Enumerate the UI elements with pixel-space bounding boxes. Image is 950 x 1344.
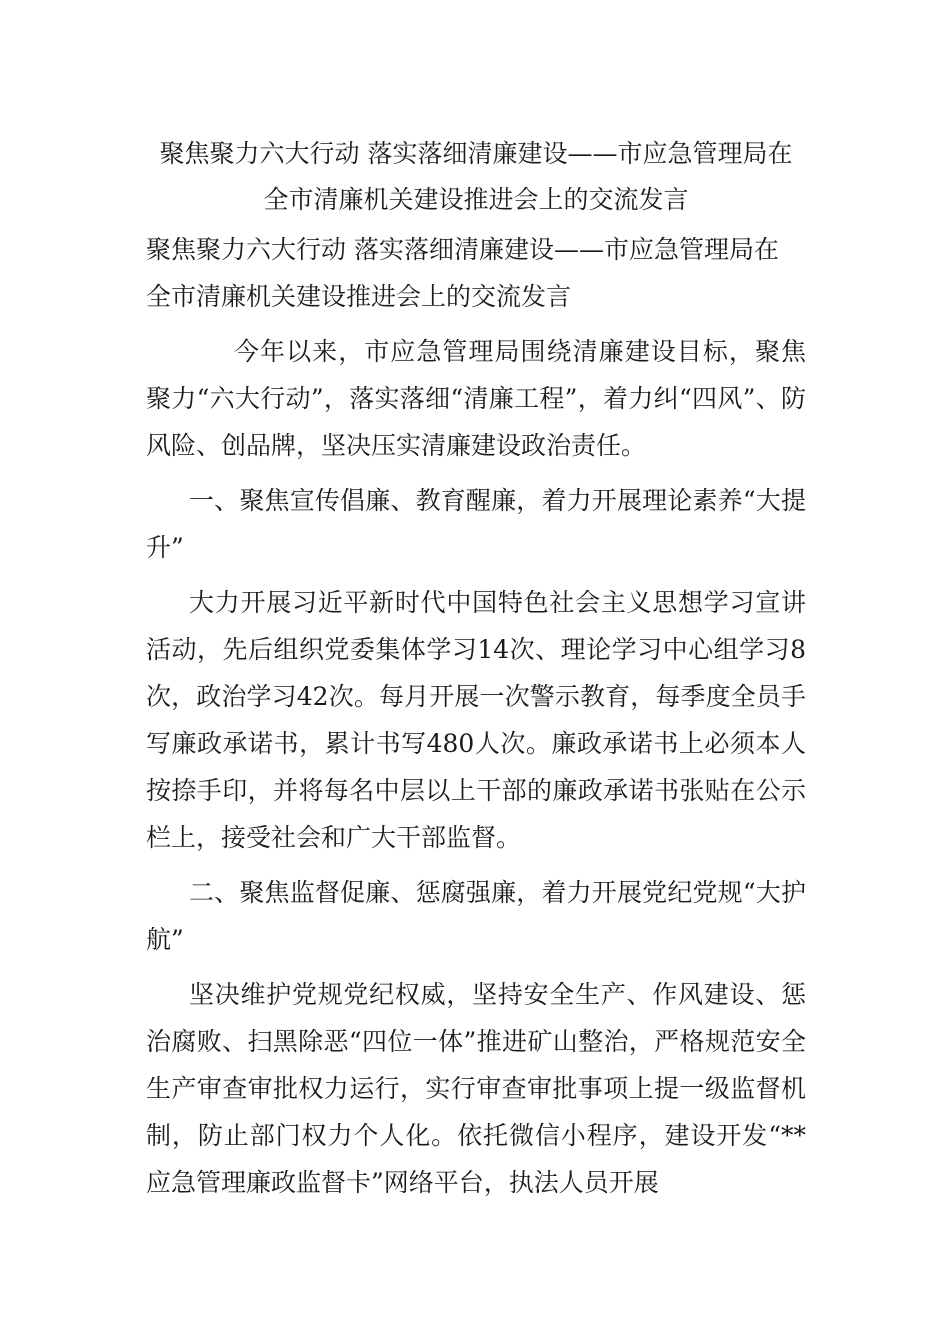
section-2-heading: 二、聚焦监督促廉、惩腐强廉，着力开展党纪党规“大护航” [146, 878, 806, 954]
repeated-title-line-1: 聚焦聚力六大行动 落实落细清廉建设——市应急管理局在 [146, 235, 779, 264]
document-body [146, 226, 806, 1206]
document-title [146, 131, 806, 223]
title-line-2: 全市清廉机关建设推进会上的交流发言 [263, 185, 689, 214]
section-1-paragraph: 大力开展习近平新时代中国特色社会主义思想学习宣讲活动，先后组织党委集体学习14次、理论学习中心组学习8次，政治学习42次。每月开展一次警示教育，每季度全员手写廉政承诺书，累计书写480人次。廉政承诺书上必须本人按捺手印，并将每名中层以上干部的廉政承诺书张贴在公示栏上，接受社会和广大干部监督。 [146, 588, 806, 852]
section-2-paragraph: 坚决维护党规党纪权威，坚持安全生产、作风建设、惩治腐败、扫黑除恶“四位一体”推进矿山整治，严格规范安全生产审查审批权力运行，实行审查审批事项上提一级监督机制，防止部门权力个人化。依托微信小程序，建设开发“**应急管理廉政监督卡”网络平台，执法人员开展 [146, 980, 806, 1197]
intro-paragraph: 今年以来，市应急管理局围绕清廉建设目标，聚焦聚力“六大行动”，落实落细“清廉工程”，着力纠“四风”、防风险、创品牌，坚决压实清廉建设政治责任。 [146, 337, 806, 460]
title-line-1: 聚焦聚力六大行动 落实落细清廉建设——市应急管理局在 [159, 139, 793, 168]
repeated-title-line-2: 全市清廉机关建设推进会上的交流发言 [146, 282, 572, 311]
section-1-heading: 一、聚焦宣传倡廉、教育醒廉，着力开展理论素养“大提升” [146, 486, 806, 562]
